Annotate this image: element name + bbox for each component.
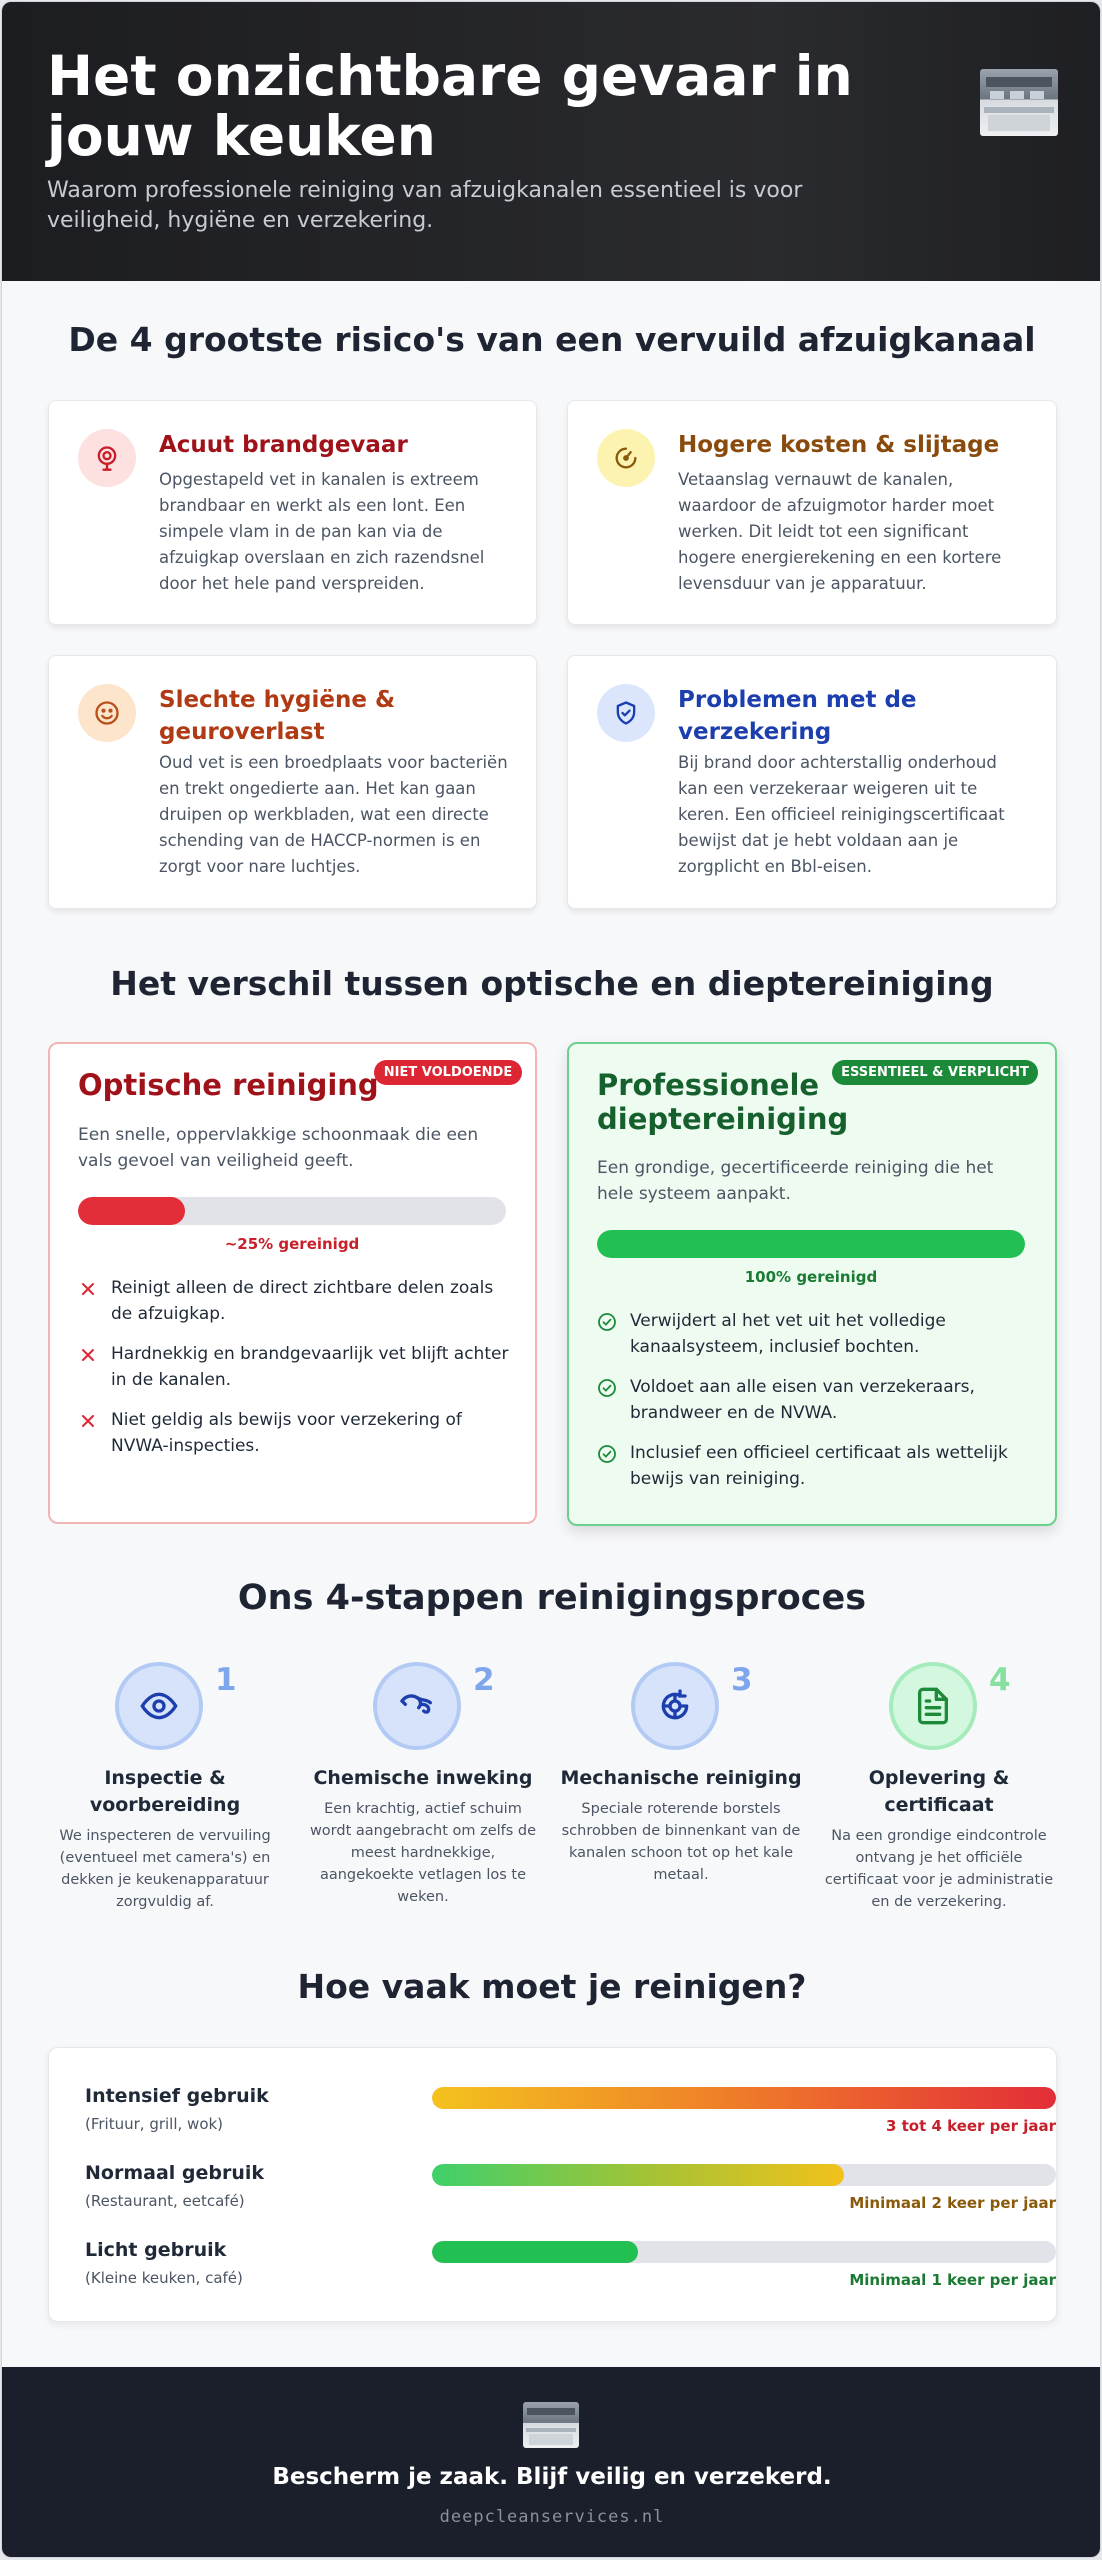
step-number: 4 [989,1662,1011,1698]
frequency-bar [432,2087,1056,2109]
footer [2,2367,1101,2558]
clean-progress-bar [597,1230,1025,1258]
face-icon [78,684,136,742]
progress-label: 100% gereinigd [744,1268,878,1286]
step-number: 2 [473,1662,495,1698]
list-item-text: Voldoet aan alle eisen van verzekeraars, brandweer en de NVWA. [630,1377,975,1423]
spray-icon [373,1662,461,1750]
footer-tagline: Bescherm je zaak. Blijf veilig en verzekerd. [272,2464,832,2490]
check-circle-icon [597,1312,617,1332]
risk-title: Acuut brandgevaar [159,432,408,458]
step-text: Een krachtig, actief schuim wordt aangebracht om zelfs de meest hardnekkige, aangekoekte vetlagen los te weken. [309,1801,537,1905]
list-item-text: Hardnekkig en brandgevaarlijk vet blijft achter in de kanalen. [111,1344,509,1390]
usage-detail: (Restaurant, eetcafé) [85,2192,245,2210]
cross-icon [78,1411,98,1431]
progress-fill [78,1197,185,1225]
risk-card-hygiene [48,655,537,909]
footer-url[interactable]: deepcleanservices.nl [439,2507,665,2527]
risk-title: Slechte hygiëne & geuroverlast [159,687,396,745]
risk-title: Hogere kosten & slijtage [678,432,1000,458]
check-circle-icon [597,1444,617,1464]
risk-card-insurance [567,655,1057,909]
frequency-value: Minimaal 1 keer per jaar [849,2271,1056,2289]
risk-card-fire [48,400,537,625]
usage-detail: (Kleine keuken, café) [85,2269,243,2287]
progress-fill [597,1230,1025,1258]
risks-section-title: De 4 grootste risico's van een vervuild afzuigkanaal [68,320,1036,359]
process-section-title: Ons 4-stappen reinigingsproces [237,1578,867,1618]
page-subtitle: Waarom professionele reiniging van afzuigkanalen essentieel is voor veiligheid, hygiëne en verzekering. [47,178,803,233]
step-number: 1 [215,1662,237,1698]
fire-target-icon [78,429,136,487]
footer-logo [523,2402,579,2448]
step-text: We inspecteren de vervuiling (eventueel met camera's) en dekken je keukenapparatuur zorgvuldig af. [59,1828,271,1910]
card-description: Een grondige, gecertificeerde reiniging die het hele systeem aanpakt. [597,1158,994,1204]
risk-title: Problemen met de verzekering [678,687,917,745]
hero-header [2,2,1101,281]
list-item-text: Inclusief een officieel certificaat als wettelijk bewijs van reiniging. [630,1443,1008,1489]
step-title: Oplevering & certificaat [868,1767,1010,1816]
kitchen-photo [980,69,1058,136]
compare-section-title: Het verschil tussen optische en dieptereiniging [110,964,994,1003]
risk-text: Bij brand door achterstallig onderhoud kan een verzekeraar weigeren uit te keren. Een officieel reinigingscertificaat bewijst dat je hebt voldaan aan je zorgplicht en Bbl-eisen. [678,753,1005,876]
gauge-icon [597,429,655,487]
list-item-text: Reinigt alleen de direct zichtbare delen zoals de afzuigkap. [111,1278,494,1324]
card-title: Professionele dieptereiniging [597,1068,849,1136]
frequency-section-title: Hoe vaak moet je reinigen? [297,1967,807,2006]
step-text: Speciale roterende borstels schrobben de binnenkant van de kanalen schoon tot op het kale metaal. [561,1801,801,1883]
step-title: Mechanische reiniging [560,1767,802,1789]
progress-label: ~25% gereinigd [224,1235,360,1253]
risk-card-costs [567,400,1057,625]
risk-text: Opgestapeld vet in kanalen is extreem brandbaar en werkt als een lont. Een simpele vlam in de pan kan via de afzuigkap overslaan en zich razendsnel door het hele pand verspreiden. [159,470,485,593]
frequency-bar [432,2241,1056,2263]
step-text: Na een grondige eindcontrole ontvang je het officiële certificaat voor je administratie en de verzekering. [824,1828,1054,1910]
frequency-bar-fill [432,2241,638,2263]
optical-cleaning-card [48,1042,537,1524]
clean-progress-bar [78,1197,506,1225]
step-number: 3 [731,1662,753,1698]
document-icon [889,1662,977,1750]
status-badge: NIET VOLDOENDE [374,1060,522,1085]
usage-detail: (Frituur, grill, wok) [85,2115,224,2133]
shield-check-icon [597,684,655,742]
list-item-text: Niet geldig als bewijs voor verzekering of NVWA-inspecties. [111,1410,462,1456]
frequency-value: 3 tot 4 keer per jaar [885,2117,1056,2135]
cross-icon [78,1279,98,1299]
usage-name: Intensief gebruik [85,2085,269,2107]
page-title: Het onzichtbare gevaar in jouw keuken [47,44,853,168]
frequency-bar [432,2164,1056,2186]
frequency-value: Minimaal 2 keer per jaar [849,2194,1056,2212]
risk-text: Vetaanslag vernauwt de kanalen, waardoor de afzuigmotor harder moet werken. Dit leidt tot een significant hogere energierekening en een kortere levensduur van je apparatuur. [678,470,1002,593]
card-description: Een snelle, oppervlakkige schoonmaak die een vals gevoel van veiligheid geeft. [78,1125,479,1171]
step-title: Inspectie & voorbereiding [89,1767,241,1816]
check-circle-icon [597,1378,617,1398]
frequency-bar-fill [432,2087,1056,2109]
usage-name: Normaal gebruik [85,2162,265,2184]
infographic-page [1,1,1101,2558]
usage-name: Licht gebruik [85,2239,227,2261]
risk-text: Oud vet is een broedplaats voor bacteriën en trekt ongedierte aan. Het kan gaan druipen op werkbladen, wat een directe schending van de HACCP-normen is en zorgt voor nare luchtjes. [159,753,508,876]
cross-icon [78,1345,98,1365]
status-badge: ESSENTIEEL & VERPLICHT [832,1060,1038,1085]
card-title: Optische reiniging [78,1068,379,1102]
frequency-panel [48,2047,1057,2322]
rotate-brush-icon [631,1662,719,1750]
list-item-text: Verwijdert al het vet uit het volledige kanaalsysteem, inclusief bochten. [630,1311,946,1357]
step-title: Chemische inweking [313,1767,533,1789]
frequency-bar-fill [432,2164,844,2186]
deep-cleaning-card [567,1042,1057,1526]
eye-icon [115,1662,203,1750]
